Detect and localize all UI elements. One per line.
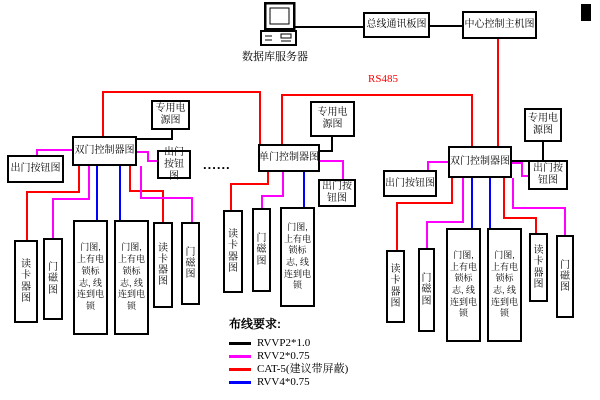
door-with-lock-node: 门图,上有电锁标志, 线连到电锁 [73,220,108,335]
legend-item-label: RVVP2*1.0 [257,337,311,350]
door-with-lock-node: 门图,上有电锁标志, 线连到电锁 [446,228,481,342]
double-door-controller-node: 双门控制器图 [448,146,512,178]
continuation-dots: ...... [203,157,231,172]
card-reader-node: 读卡器图 [529,233,548,302]
card-reader-node: 读卡器图 [153,222,173,308]
power-supply-node: 专用电源图 [151,100,190,130]
door-with-lock-node: 门图,上有电锁标志, 线连到电锁 [114,220,149,335]
bus-comm-board-node: 总线通讯板图 [363,12,430,38]
legend-item-label: RVV2*0.75 [257,350,310,363]
door-with-lock-node: 门图,上有电锁标志, 线连到电锁 [487,228,522,342]
exit-button-node: 出门按钮图 [383,170,437,197]
database-server-label: 数据库服务器 [242,51,308,63]
card-reader-node: 读卡器图 [386,250,405,323]
door-contact-node: 门磁图 [252,208,271,292]
door-contact-node: 门磁图 [418,248,435,332]
legend-title: 布线要求: [229,317,281,331]
power-supply-node: 专用电源图 [310,101,355,137]
rs485-label: RS485 [368,73,398,85]
card-reader-node: 读卡器图 [14,240,38,323]
card-reader-node: 读卡器图 [223,210,243,293]
legend-item-label: CAT-5(建议带屏蔽) [257,363,349,376]
exit-button-node: 出门按钮图 [528,160,568,190]
magenta-line-swatch [229,355,251,358]
legend-item [229,376,348,389]
legend-item [229,337,348,350]
legend-item [229,350,348,363]
door-with-lock-node: 门图,上有电锁标志, 线连到电锁 [280,207,315,307]
exit-button-node: 出门按钮图 [157,150,191,179]
black-wires [137,26,543,161]
central-host-node: 中心控制主机图 [462,11,537,39]
wiring-legend [229,317,348,389]
power-supply-node: 专用电源图 [524,108,562,142]
black-line-swatch [229,342,251,345]
blue-line-swatch [229,381,251,384]
exit-button-node: 出门按钮图 [7,155,64,183]
exit-button-node: 出门按钮图 [318,179,356,207]
door-contact-node: 门磁图 [181,222,200,305]
door-contact-node: 门磁图 [43,238,63,320]
door-contact-node: 门磁图 [556,235,574,318]
database-server-icon [261,3,296,45]
red-line-swatch [229,368,251,371]
legend-item-label: RVV4*0.75 [257,376,310,389]
double-door-controller-node: 双门控制器图 [72,136,137,166]
corner-marker [581,4,591,21]
legend-item [229,363,348,376]
single-door-controller-node: 单门控制器图 [258,144,320,172]
